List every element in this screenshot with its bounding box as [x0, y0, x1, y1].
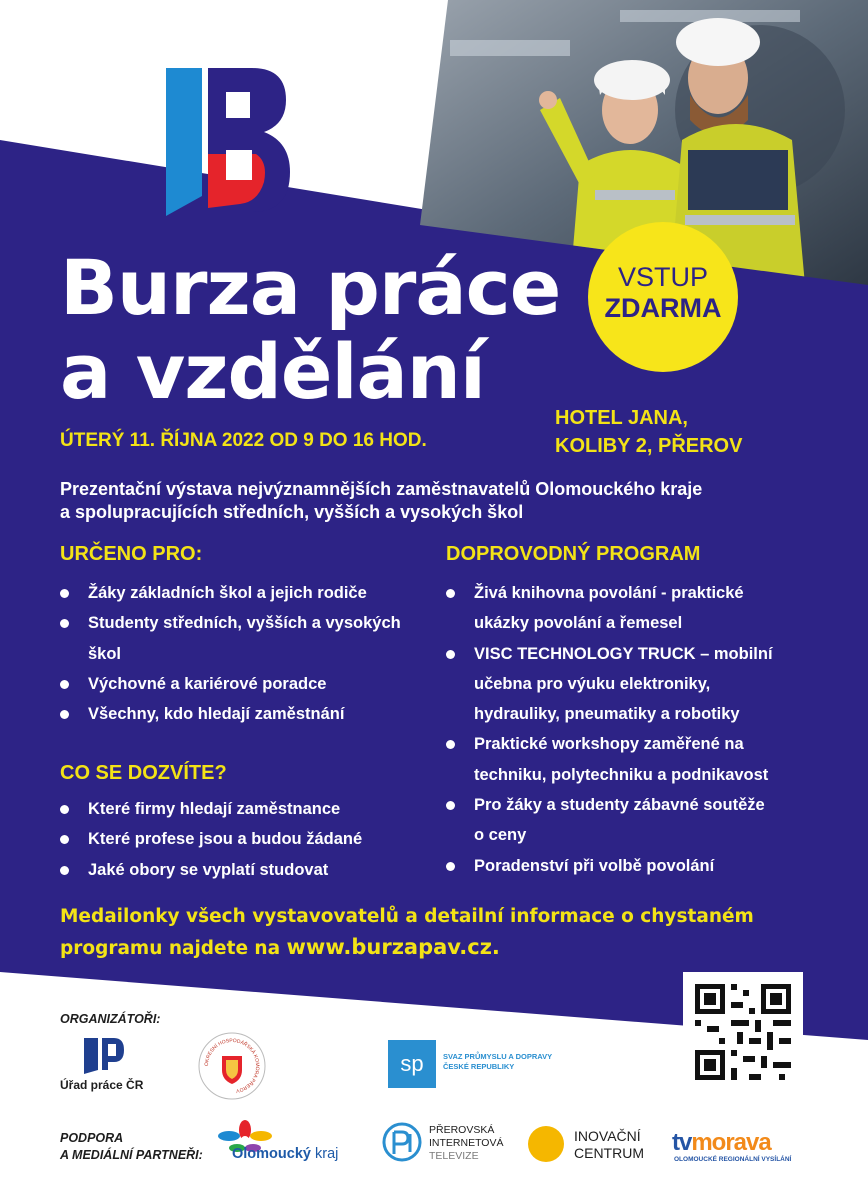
burza-logo: [160, 62, 292, 222]
program-heading: DOPROVODNÝ PROGRAM: [446, 543, 701, 565]
list-item: [60, 699, 420, 729]
urceno-list: [60, 578, 420, 729]
venue-line-2: KOLIBY 2, PŘEROV: [555, 435, 743, 457]
ino-line-2: CENTRUM: [574, 1145, 644, 1161]
list-item-text: Které firmy hledají zaměstnance: [88, 800, 341, 818]
badge-line-1: VSTUP: [617, 262, 709, 292]
intro-line-2: a spolupracujících středních, vyšších a vysokých škol: [60, 502, 524, 522]
intro-line-1: Prezentační výstava nejvýznamnějších zaměstnavatelů Olomouckého kraje: [60, 479, 703, 499]
bullet-icon: [60, 680, 69, 689]
olk-bold: Olomoucký: [232, 1146, 311, 1162]
note-line-1: Medailonky všech vystavovatelů a detailní informace o chystaném: [60, 906, 754, 927]
bullet-icon: [60, 619, 69, 628]
pit-line-3: TELEVIZE: [429, 1150, 479, 1162]
list-item-text: Výchovné a kariérové poradce: [88, 674, 327, 693]
list-item-text: VISC TECHNOLOGY TRUCK – mobilní: [474, 644, 773, 663]
free-entry-badge: [588, 222, 738, 372]
inovacni-centrum-text: [574, 1128, 644, 1162]
list-item-text: Žáky základních škol a jejich rodiče: [88, 584, 367, 602]
list-item: [60, 794, 420, 824]
olk-rest: kraj: [310, 1146, 339, 1162]
list-item-text: Pro žáky a studenty zábavné soutěže: [474, 796, 765, 815]
bullet-icon: [60, 805, 69, 814]
urad-prace-label: Úřad práce ČR: [60, 1078, 144, 1092]
bullet-icon: [446, 740, 455, 749]
list-item-text-cont: hydrauliky, pneumatiky a robotiky: [474, 705, 740, 724]
list-item-text: Které profese jsou a budou žádané: [88, 830, 363, 849]
bullet-icon: [60, 835, 69, 844]
list-item-text-cont: o ceny: [474, 826, 527, 845]
list-item-text: Poradenství při volbě povolání: [474, 856, 715, 875]
tv-morava-logo: [672, 1130, 771, 1156]
list-item-text: Všechny, kdo hledají zaměstnání: [88, 705, 345, 724]
svaz-prumyslu-logo: sp: [388, 1040, 436, 1088]
list-item: [446, 639, 856, 730]
partners-label-line-2: A MEDIÁLNÍ PARTNEŘI:: [60, 1148, 203, 1162]
bullet-icon: [446, 801, 455, 810]
list-item: [60, 824, 420, 854]
venue-line-1: HOTEL JANA,: [555, 407, 688, 429]
list-item: [60, 669, 420, 699]
tv-morava-subtitle: OLOMOUCKÉ REGIONÁLNÍ VYSÍLÁNÍ: [674, 1156, 792, 1163]
intro-text: [60, 478, 820, 524]
list-item: [446, 729, 856, 790]
bullet-icon: [446, 862, 455, 871]
note-line-2: programu najdete na: [60, 938, 287, 959]
olomoucky-kraj-logo: [232, 1146, 338, 1162]
inovacni-centrum-dot-icon: [528, 1126, 564, 1162]
website-link[interactable]: www.burzapav.cz.: [286, 935, 500, 959]
headline-line-2: a vzdělání: [60, 327, 485, 416]
event-date-time: ÚTERÝ 11. ŘÍJNA 2022 OD 9 DO 16 HOD.: [60, 430, 427, 451]
bullet-icon: [446, 650, 455, 659]
dozvite-list: [60, 794, 420, 885]
badge-line-2: ZDARMA: [604, 293, 722, 323]
bullet-icon: [60, 866, 69, 875]
partners-label-line-1: PODPORA: [60, 1131, 124, 1145]
list-item-text-cont: techniku, polytechniku a podnikavost: [474, 765, 769, 784]
list-item: [446, 851, 856, 881]
list-item-text: Studenty středních, vyšších a vysokých: [88, 614, 401, 633]
headline: [60, 243, 561, 416]
svaz-prumyslu-text: [443, 1052, 552, 1072]
program-list: [446, 578, 856, 881]
list-item: [60, 578, 420, 608]
bullet-icon: [60, 589, 69, 598]
urceno-heading: URČENO PRO:: [60, 543, 203, 565]
ohk-prerov-seal: [196, 1030, 268, 1102]
organizers-label: ORGANIZÁTOŘI:: [60, 1012, 161, 1026]
pit-line-2: INTERNETOVÁ: [429, 1137, 504, 1149]
tvm-part-a: tv: [672, 1129, 692, 1156]
prerovska-tv-text: [429, 1124, 503, 1163]
ohk-seal-text: OKRESNÍ HOSPODÁŘSKÁ KOMORA PŘEROV: [203, 1037, 261, 1094]
bullet-icon: [60, 710, 69, 719]
sp-line-1: SVAZ PRŮMYSLU A DOPRAVY: [443, 1052, 553, 1061]
list-item: [446, 790, 856, 851]
qr-code[interactable]: [683, 972, 803, 1092]
prerovska-tv-logo: [380, 1122, 424, 1162]
sp-line-2: ČESKÉ REPUBLIKY: [443, 1062, 515, 1071]
event-venue: [555, 404, 742, 460]
list-item-text-cont: ukázky povolání a řemesel: [474, 614, 683, 633]
list-item-text-cont: učebna pro výuku elektroniky,: [474, 674, 711, 693]
list-item-text: Živá knihovna povolání - praktické: [474, 584, 744, 602]
list-item-text-cont: škol: [88, 644, 122, 663]
pit-line-1: PŘEROVSKÁ: [429, 1124, 495, 1136]
partners-label: [60, 1130, 203, 1164]
list-item: [446, 578, 856, 639]
list-item-text: Jaké obory se vyplatí studovat: [88, 860, 329, 879]
bullet-icon: [446, 589, 455, 598]
urad-prace-logo: [78, 1034, 128, 1076]
list-item: [60, 608, 420, 669]
list-item: [60, 855, 420, 885]
list-item-text: Praktické workshopy zaměřené na: [474, 735, 744, 754]
dozvite-heading: CO SE DOZVÍTE?: [60, 762, 227, 784]
more-info-note: [60, 902, 850, 964]
headline-line-1: Burza práce: [60, 243, 561, 332]
tvm-part-b: morava: [691, 1129, 771, 1156]
ino-line-1: INOVAČNÍ: [574, 1128, 641, 1144]
